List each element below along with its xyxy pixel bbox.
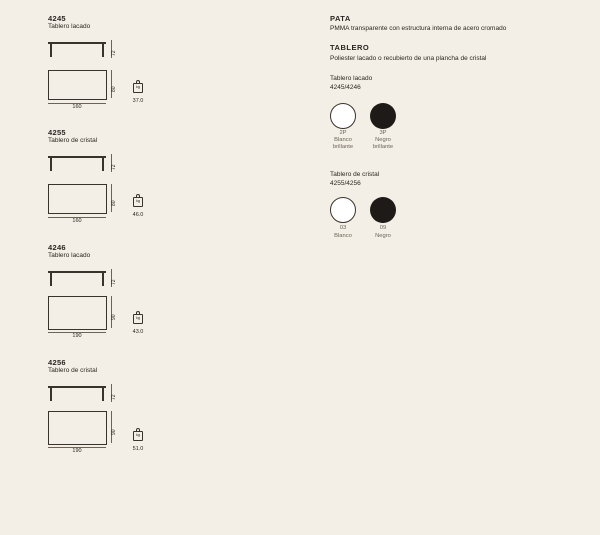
swatch-name: Blanco brillante [332, 137, 354, 150]
product-top: Tablero de cristal [48, 367, 98, 374]
product-code: 4245 [48, 14, 66, 23]
swatch-code: 03 [339, 225, 347, 231]
tablero-text: Poliester lacado o recubierto de una plancha de cristal [330, 55, 487, 62]
weight-value: 51.0 [132, 446, 144, 452]
weight-value: 43.0 [132, 329, 144, 335]
swatch-name: Blanco [334, 233, 352, 239]
product-top: Tablero lacado [48, 23, 91, 30]
swatch-name: Negro [375, 233, 391, 239]
product-4245: 4245 Tablero lacado 72 80 160 kg 37.0 [48, 14, 158, 109]
swatch-3p [370, 103, 396, 129]
finish-group-title: Tablero de cristal [330, 171, 380, 178]
height-dim: 72 [111, 164, 117, 170]
weight-value: 37.0 [132, 98, 144, 104]
height-dim: 72 [111, 394, 117, 400]
height-dim: 72 [111, 279, 117, 285]
plan-drawing [48, 296, 107, 330]
depth-dim: 90 [111, 314, 117, 320]
swatch-2p [330, 103, 356, 129]
plan-drawing [48, 70, 107, 100]
swatch-03 [330, 197, 356, 223]
height-dim: 72 [111, 50, 117, 56]
product-4256: 4256 Tablero de cristal 72 90 190 kg 51.0 [48, 358, 158, 453]
length-dim: 160 [72, 104, 82, 110]
product-4246: 4246 Tablero lacado 72 90 190 kg 43.0 [48, 243, 158, 338]
product-code: 4246 [48, 243, 66, 252]
swatch-name: Negro brillante [372, 137, 394, 150]
finish-group-codes: 4245/4246 [330, 84, 361, 91]
tablero-title: TABLERO [330, 43, 370, 52]
depth-dim: 80 [111, 86, 117, 92]
product-code: 4256 [48, 358, 66, 367]
product-top: Tablero de cristal [48, 137, 98, 144]
plan-drawing [48, 411, 107, 445]
length-dim: 190 [72, 333, 82, 339]
product-4255: 4255 Tablero de cristal 72 80 160 kg 46.0 [48, 128, 158, 223]
length-dim: 190 [72, 448, 82, 454]
product-code: 4255 [48, 128, 66, 137]
depth-dim: 90 [111, 429, 117, 435]
pata-title: PATA [330, 14, 351, 23]
swatch-09 [370, 197, 396, 223]
length-dim: 160 [72, 218, 82, 224]
weight-value: 46.0 [132, 212, 144, 218]
swatch-code: 3P [379, 130, 387, 136]
pata-text: PMMA transparente con estructura interna de acero cromado [330, 25, 507, 32]
finish-group-title: Tablero lacado [330, 75, 373, 82]
depth-dim: 80 [111, 200, 117, 206]
plan-drawing [48, 184, 107, 214]
product-top: Tablero lacado [48, 252, 91, 259]
swatch-code: 09 [379, 225, 387, 231]
finish-group-codes: 4255/4256 [330, 180, 361, 187]
swatch-code: 2P [339, 130, 347, 136]
